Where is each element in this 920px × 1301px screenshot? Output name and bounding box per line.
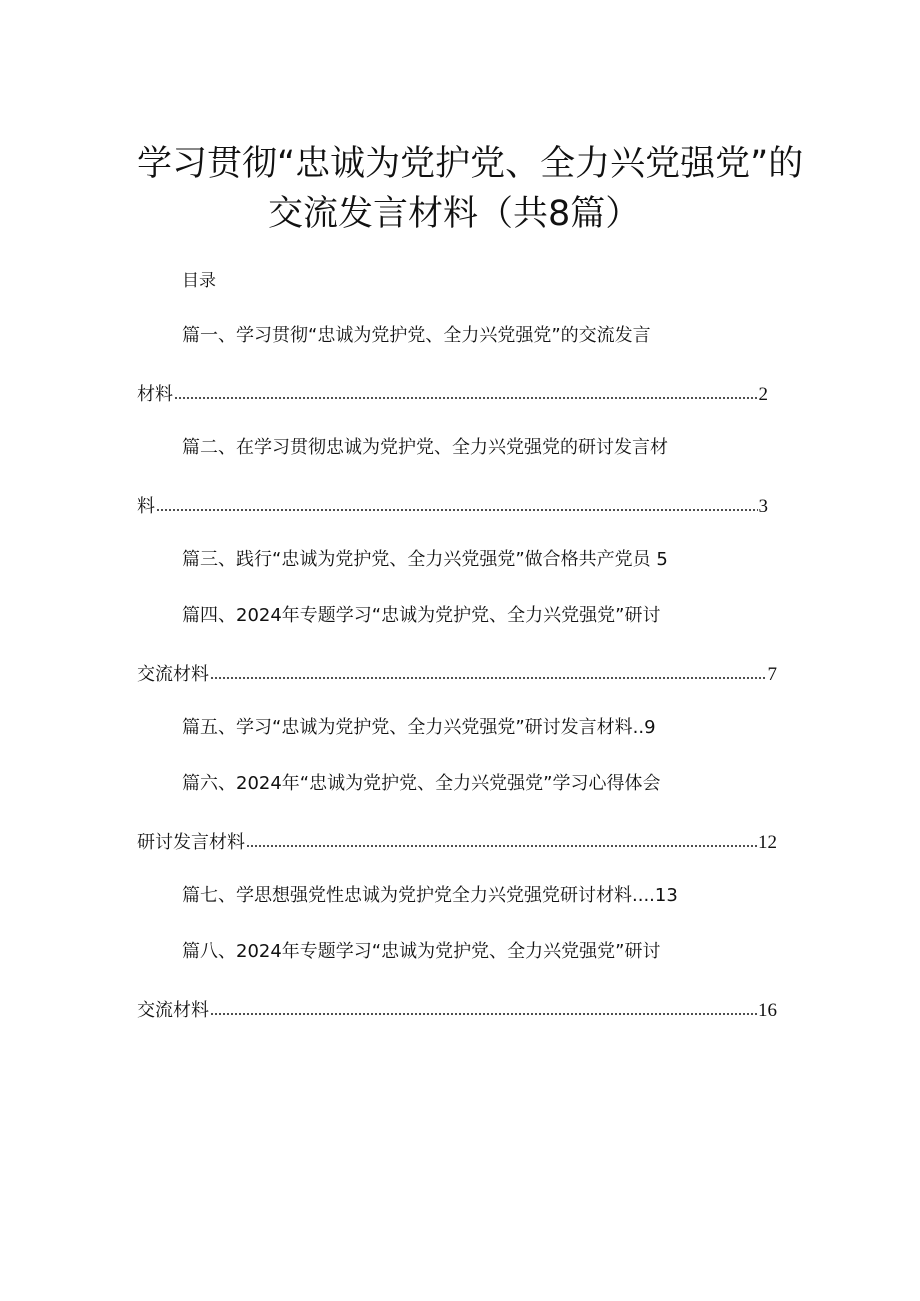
toc-entry-8-continuation	[137, 998, 777, 1020]
dot-leader	[210, 662, 767, 680]
toc-entry-1-continuation	[137, 382, 768, 404]
toc-entry-6-title-end: 研讨发言材料	[137, 832, 245, 853]
toc-entry-6-continuation	[137, 830, 777, 852]
toc-entry-2-page: 3	[758, 496, 768, 517]
toc-entry-4-title: 篇四、2024年专题学习“忠诚为党护党、全力兴党强党”研讨	[182, 605, 661, 626]
toc-entry-5-title: 篇五、学习“忠诚为党护党、全力兴党强党”研讨发言材料..9	[182, 717, 656, 738]
document-title-line-2: 交流发言材料（共8篇）	[268, 194, 641, 234]
dot-leader	[156, 494, 758, 512]
toc-entry-2-continuation	[137, 494, 768, 516]
toc-entry-8-title-end: 交流材料	[137, 1000, 209, 1021]
toc-entry-2-title: 篇二、在学习贯彻忠诚为党护党、全力兴党强党的研讨发言材	[182, 437, 668, 458]
toc-entry-4-title-end: 交流材料	[137, 664, 209, 685]
toc-entry-2-title-end: 料	[137, 496, 155, 517]
toc-entry-8-page: 16	[758, 1000, 777, 1021]
dot-leader	[210, 998, 757, 1016]
document-title-line-1: 学习贯彻“忠诚为党护党、全力兴党强党”的	[137, 144, 804, 184]
dot-leader	[246, 830, 757, 848]
toc-entry-6-title: 篇六、2024年“忠诚为党护党、全力兴党强党”学习心得体会	[182, 773, 661, 794]
toc-heading: 目录	[182, 271, 216, 291]
toc-entry-4-continuation	[137, 662, 777, 684]
toc-entry-7-title: 篇七、学思想强党性忠诚为党护党全力兴党强党研讨材料....13	[182, 885, 678, 906]
toc-entry-4-page: 7	[767, 664, 777, 685]
toc-entry-8-title: 篇八、2024年专题学习“忠诚为党护党、全力兴党强党”研讨	[182, 941, 661, 962]
toc-entry-1-title: 篇一、学习贯彻“忠诚为党护党、全力兴党强党”的交流发言	[182, 325, 651, 346]
toc-entry-1-title-end: 材料	[137, 384, 173, 405]
dot-leader	[174, 382, 758, 400]
toc-entry-6-page: 12	[758, 832, 777, 853]
toc-entry-3-title: 篇三、践行“忠诚为党护党、全力兴党强党”做合格共产党员 5	[182, 549, 668, 570]
toc-entry-1-page: 2	[758, 384, 768, 405]
